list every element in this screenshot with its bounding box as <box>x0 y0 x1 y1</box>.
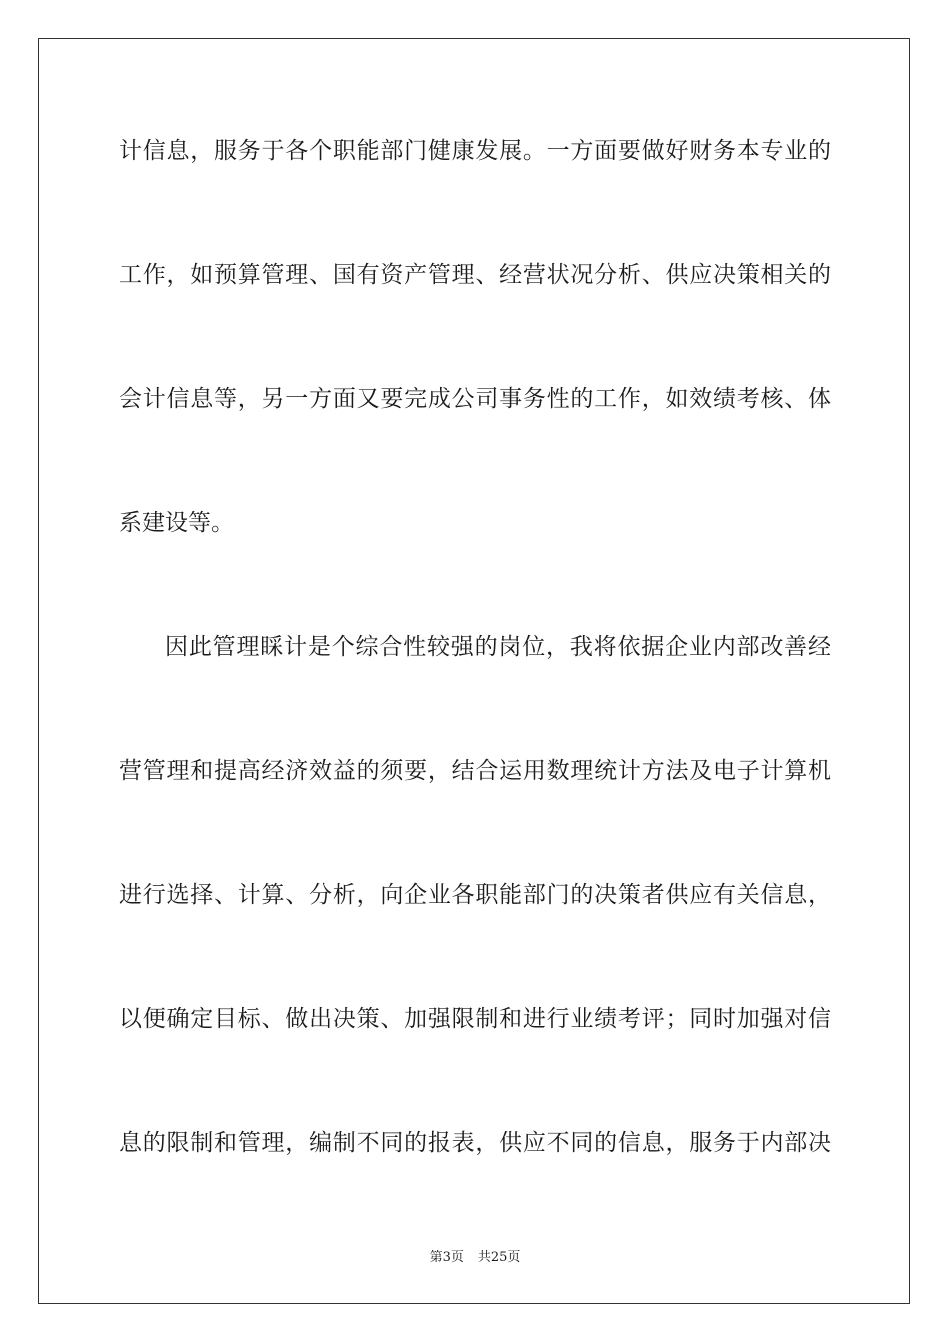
text-line: 工作，如预算管理、国有资产管理、经营状况分析、供应决策相关的 <box>119 262 831 288</box>
text-line: 系建设等。 <box>119 510 234 536</box>
page-footer <box>0 1246 950 1265</box>
text-line: 进行选择、计算、分析，向企业各职能部门的决策者供应有关信息， <box>119 882 831 908</box>
text-line: 营管理和提高经济效益的须要，结合运用数理统计方法及电子计算机 <box>119 758 831 784</box>
text-line: 因此管理睬计是个综合性较强的岗位，我将依据企业内部改善经 <box>165 634 831 660</box>
text-line: 计信息，服务于各个职能部门健康发展。一方面要做好财务本专业的 <box>119 138 831 164</box>
page-border <box>38 38 910 1304</box>
page-total: 共25页 <box>477 1250 521 1265</box>
page-number: 第3页 <box>429 1250 464 1265</box>
text-line: 会计信息等，另一方面又要完成公司事务性的工作，如效绩考核、体 <box>119 386 831 412</box>
text-line: 息的限制和管理，编制不同的报表，供应不同的信息，服务于内部决 <box>119 1130 831 1156</box>
text-line: 以便确定目标、做出决策、加强限制和进行业绩考评；同时加强对信 <box>119 1006 831 1032</box>
